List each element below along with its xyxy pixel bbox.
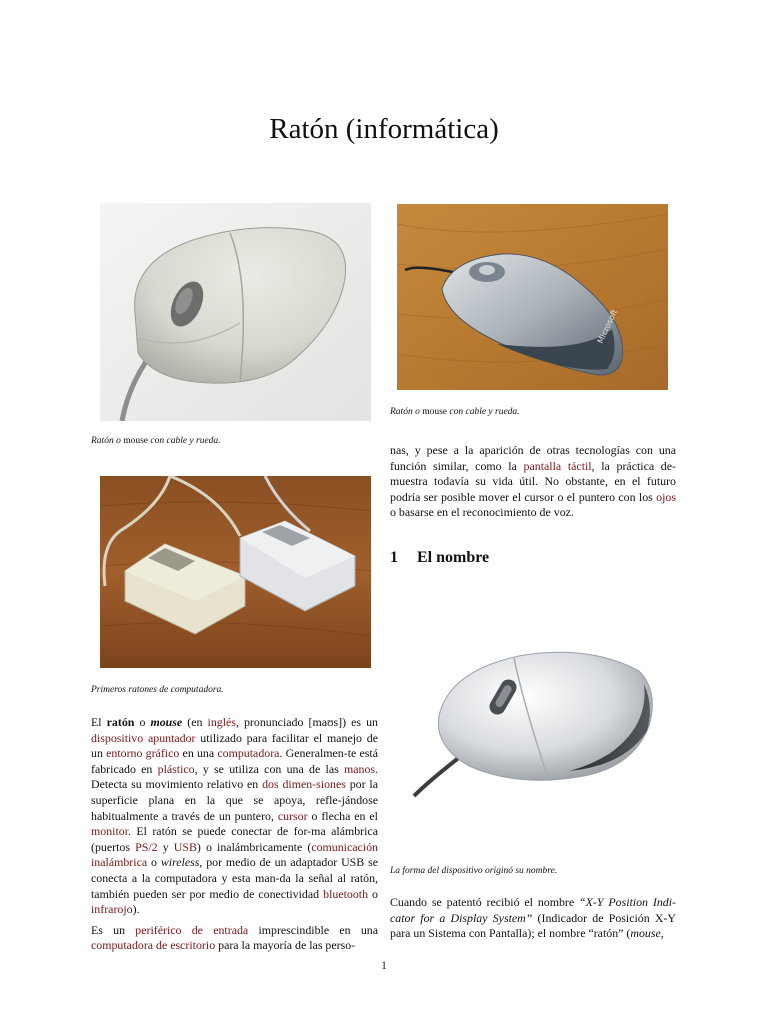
link-dos-dimensiones[interactable]: dos dimen-siones — [262, 777, 346, 792]
link-usb[interactable]: USB — [173, 839, 197, 854]
text-run: o — [147, 855, 161, 870]
text-run: por la superficie plana en la que se apoya, refle-jándose habitualmente a través de un puntero, — [91, 777, 378, 823]
link-ingles[interactable]: inglés — [207, 715, 236, 729]
caption-term: mouse — [422, 407, 448, 417]
text-run: o — [368, 886, 379, 901]
text-run: , la práctica de-muestra todavía su vida útil. No obstante, en el futuro podría ser posible mover el cursor o el puntero con los — [390, 458, 676, 504]
link-monitor[interactable]: monitor — [91, 824, 128, 839]
figure-caption: Primeros ratones de computadora. — [91, 685, 224, 695]
left-column-text — [91, 715, 378, 954]
text-run: imprescindible en una — [248, 922, 378, 937]
text-run: en una — [179, 746, 218, 761]
paragraph-continuation — [390, 443, 676, 521]
text-bold-italic: mouse — [150, 715, 183, 729]
text-run: Es un — [91, 922, 136, 937]
text-run: o — [134, 715, 151, 729]
text-run: , y se utiliza con una de las — [194, 761, 344, 776]
link-computadora-de-escritorio[interactable]: computadora de escritorio — [91, 938, 216, 953]
text-run: , por medio de un adaptador USB se conecta a la computadora y esta man-da la señal al ratón, también pueden ser por medio de conectividad — [91, 855, 378, 901]
figure-caption — [390, 405, 520, 419]
text-run: ) o inalámbricamente ( — [196, 839, 312, 854]
caption-text: con cable y rueda. — [447, 407, 520, 417]
text-run: (Indicador de Posición X-Y para un Sistema con Pantalla); el nombre “ratón” ( — [390, 910, 677, 941]
text-run: , pronunciado [maʊs]) es un — [235, 715, 378, 729]
text-run: (en — [182, 715, 208, 729]
text-run: . Generalmen-te está fabricado en — [91, 746, 378, 776]
right-column-text-bottom — [390, 895, 676, 942]
link-ojos[interactable]: ojos — [656, 489, 676, 504]
link-periferico-de-entrada[interactable]: periférico de entrada — [135, 922, 249, 937]
text-italic: mouse — [630, 926, 661, 941]
figure-early-mice-image — [100, 476, 371, 668]
paragraph-nombre — [390, 895, 676, 942]
text-run: Cuando se patentó recibió el nombre — [390, 895, 580, 909]
page-title: Ratón (informática) — [269, 113, 499, 145]
page-number: 1 — [381, 960, 387, 972]
figure-caption — [91, 434, 221, 448]
link-bluetooth[interactable]: bluetooth — [323, 886, 369, 901]
paragraph-intro — [91, 715, 378, 918]
text-run: nas, y pese a la aparición de otras tecnologías con una función similar, como la — [390, 443, 676, 473]
text-run: El — [91, 715, 107, 729]
text-italic: wireless — [160, 855, 200, 870]
text-run: . El ratón se puede conectar de for-ma alámbrica (puertos — [91, 824, 378, 854]
text-italic: “X-Y Position Indi-cator for a Display System” — [390, 895, 676, 925]
caption-text: Ratón o — [390, 407, 423, 417]
link-infrarojo[interactable]: infrarojo — [91, 902, 133, 917]
figure-beige-mouse-image — [100, 203, 371, 421]
link-plastico[interactable]: plástico — [157, 761, 195, 776]
figure-caption: La forma del dispositivo originó su nombre. — [390, 866, 558, 876]
text-run: para la mayoría de las perso- — [215, 938, 356, 953]
figure-rendered-mouse-image — [409, 636, 659, 804]
text-run: . Detecta su movimiento relativo en — [91, 761, 379, 792]
text-run: o flecha en el — [307, 808, 378, 823]
text-run: o basarse en el reconocimiento de voz. — [390, 505, 574, 520]
text-run: , — [660, 926, 664, 941]
link-computadora[interactable]: computadora — [217, 746, 280, 761]
caption-text: con cable y rueda. — [148, 436, 221, 446]
caption-term: mouse — [123, 436, 149, 446]
link-manos[interactable]: manos — [343, 761, 376, 776]
brand-logo-text: Microsoft — [595, 308, 620, 345]
link-entorno-grafico[interactable]: entorno gráfico — [106, 746, 180, 761]
caption-text: Ratón o — [91, 436, 124, 446]
section-number: 1 — [390, 549, 398, 566]
text-run: utilizado para facilitar el manejo de un — [91, 730, 378, 761]
section-title: El nombre — [417, 549, 490, 566]
text-run: ). — [132, 902, 140, 917]
link-cursor[interactable]: cursor — [277, 808, 308, 823]
text-bold: ratón — [106, 715, 135, 729]
right-column-text-top — [390, 443, 676, 521]
link-comunicacion-inalambrica[interactable]: comunicación inalámbrica — [91, 839, 379, 870]
section-heading — [390, 549, 489, 567]
paragraph-periferico — [91, 923, 378, 954]
link-dispositivo-apuntador[interactable]: dispositivo apuntador — [91, 730, 196, 745]
link-ps2[interactable]: PS/2 — [135, 839, 158, 854]
text-run: y — [157, 839, 174, 854]
figure-silver-mouse-image — [397, 204, 668, 390]
link-pantalla-tactil[interactable]: pantalla táctil — [523, 458, 592, 473]
